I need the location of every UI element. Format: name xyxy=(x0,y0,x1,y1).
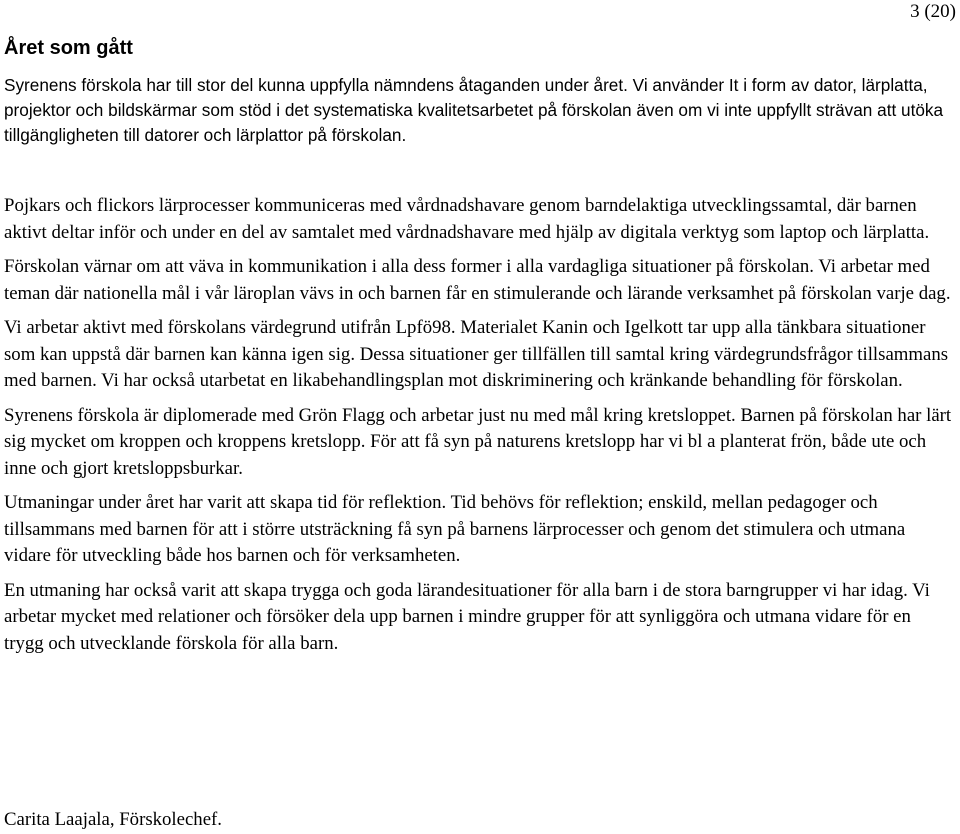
intro-paragraph: Syrenens förskola har till stor del kunna uppfylla nämndens åtaganden under året. Vi använder It i form av dator, lärplatta, projektor och bildskärmar som stöd i det systematiska kvalitetsarbetet på förskolan även om vi inte uppfyllt strävan att utöka tillgängligheten till datorer och lärplattor på förskolan. xyxy=(4,75,944,145)
paragraph-challenges-groups: En utmaning har också varit att skapa trygga och goda lärandesituationer för alla barn i de stora barngrupper vi har idag. Vi arbetar mycket med relationer och försöker dela upp barnen i mindre grupper för att synliggöra och utmana vidare för en trygg och utvecklande förskola för alla barn. xyxy=(4,579,930,654)
section-heading: Året som gått xyxy=(4,37,133,59)
body-text xyxy=(4,193,954,665)
paragraph-communication: Förskolan värnar om att väva in kommunikation i alla dess former i alla vardagliga situationer på förskolan. Vi arbetar med teman där nationella mål i vår läroplan vävs in och barnen får en stimulerande och lärande verksamhet på förskolan varje dag. xyxy=(4,256,951,304)
paragraph-challenges-reflection: Utmaningar under året har varit att skapa tid för reflektion. Tid behövs för reflektion; enskild, mellan pedagoger och tillsammans med barnen för att i större utsträckning få syn på barnens lärprocesser och genom det stimulera och utmana vidare för utveckling både hos barnen och för verksamheten. xyxy=(4,492,906,566)
paragraph-learning-processes: Pojkars och flickors lärprocesser kommuniceras med vårdnadshavare genom barndelaktiga utvecklingssamtal, där barnen aktivt deltar inför och under en del av samtalet med vårdnadshavare med hjälp av digitala verktyg som laptop och lärplatta. xyxy=(4,195,930,243)
paragraph-values: Vi arbetar aktivt med förskolans värdegrund utifrån Lpfö98. Materialet Kanin och Igelkott tar upp alla tänkbara situationer som kan uppstå där barnen kan känna igen sig. Dessa situationer ger tillfällen till samtal kring värdegrundsfrågor tillsammans med barnen. Vi har också utarbetat en likabehandlingsplan mot diskriminering och kränkande behandling för förskolan. xyxy=(4,317,949,391)
page-number: 3 (20) xyxy=(910,1,956,22)
paragraph-green-flag: Syrenens förskola är diplomerade med Grön Flagg och arbetar just nu med mål kring kretsloppet. Barnen på förskolan har lärt sig mycket om kroppen och kroppens kretslopp. För att få syn på naturens kretslopp har vi bl a planterat frön, både ute och inne och gjort kretsloppsburkar. xyxy=(4,404,952,479)
signature: Carita Laajala, Förskolechef. xyxy=(4,809,222,830)
